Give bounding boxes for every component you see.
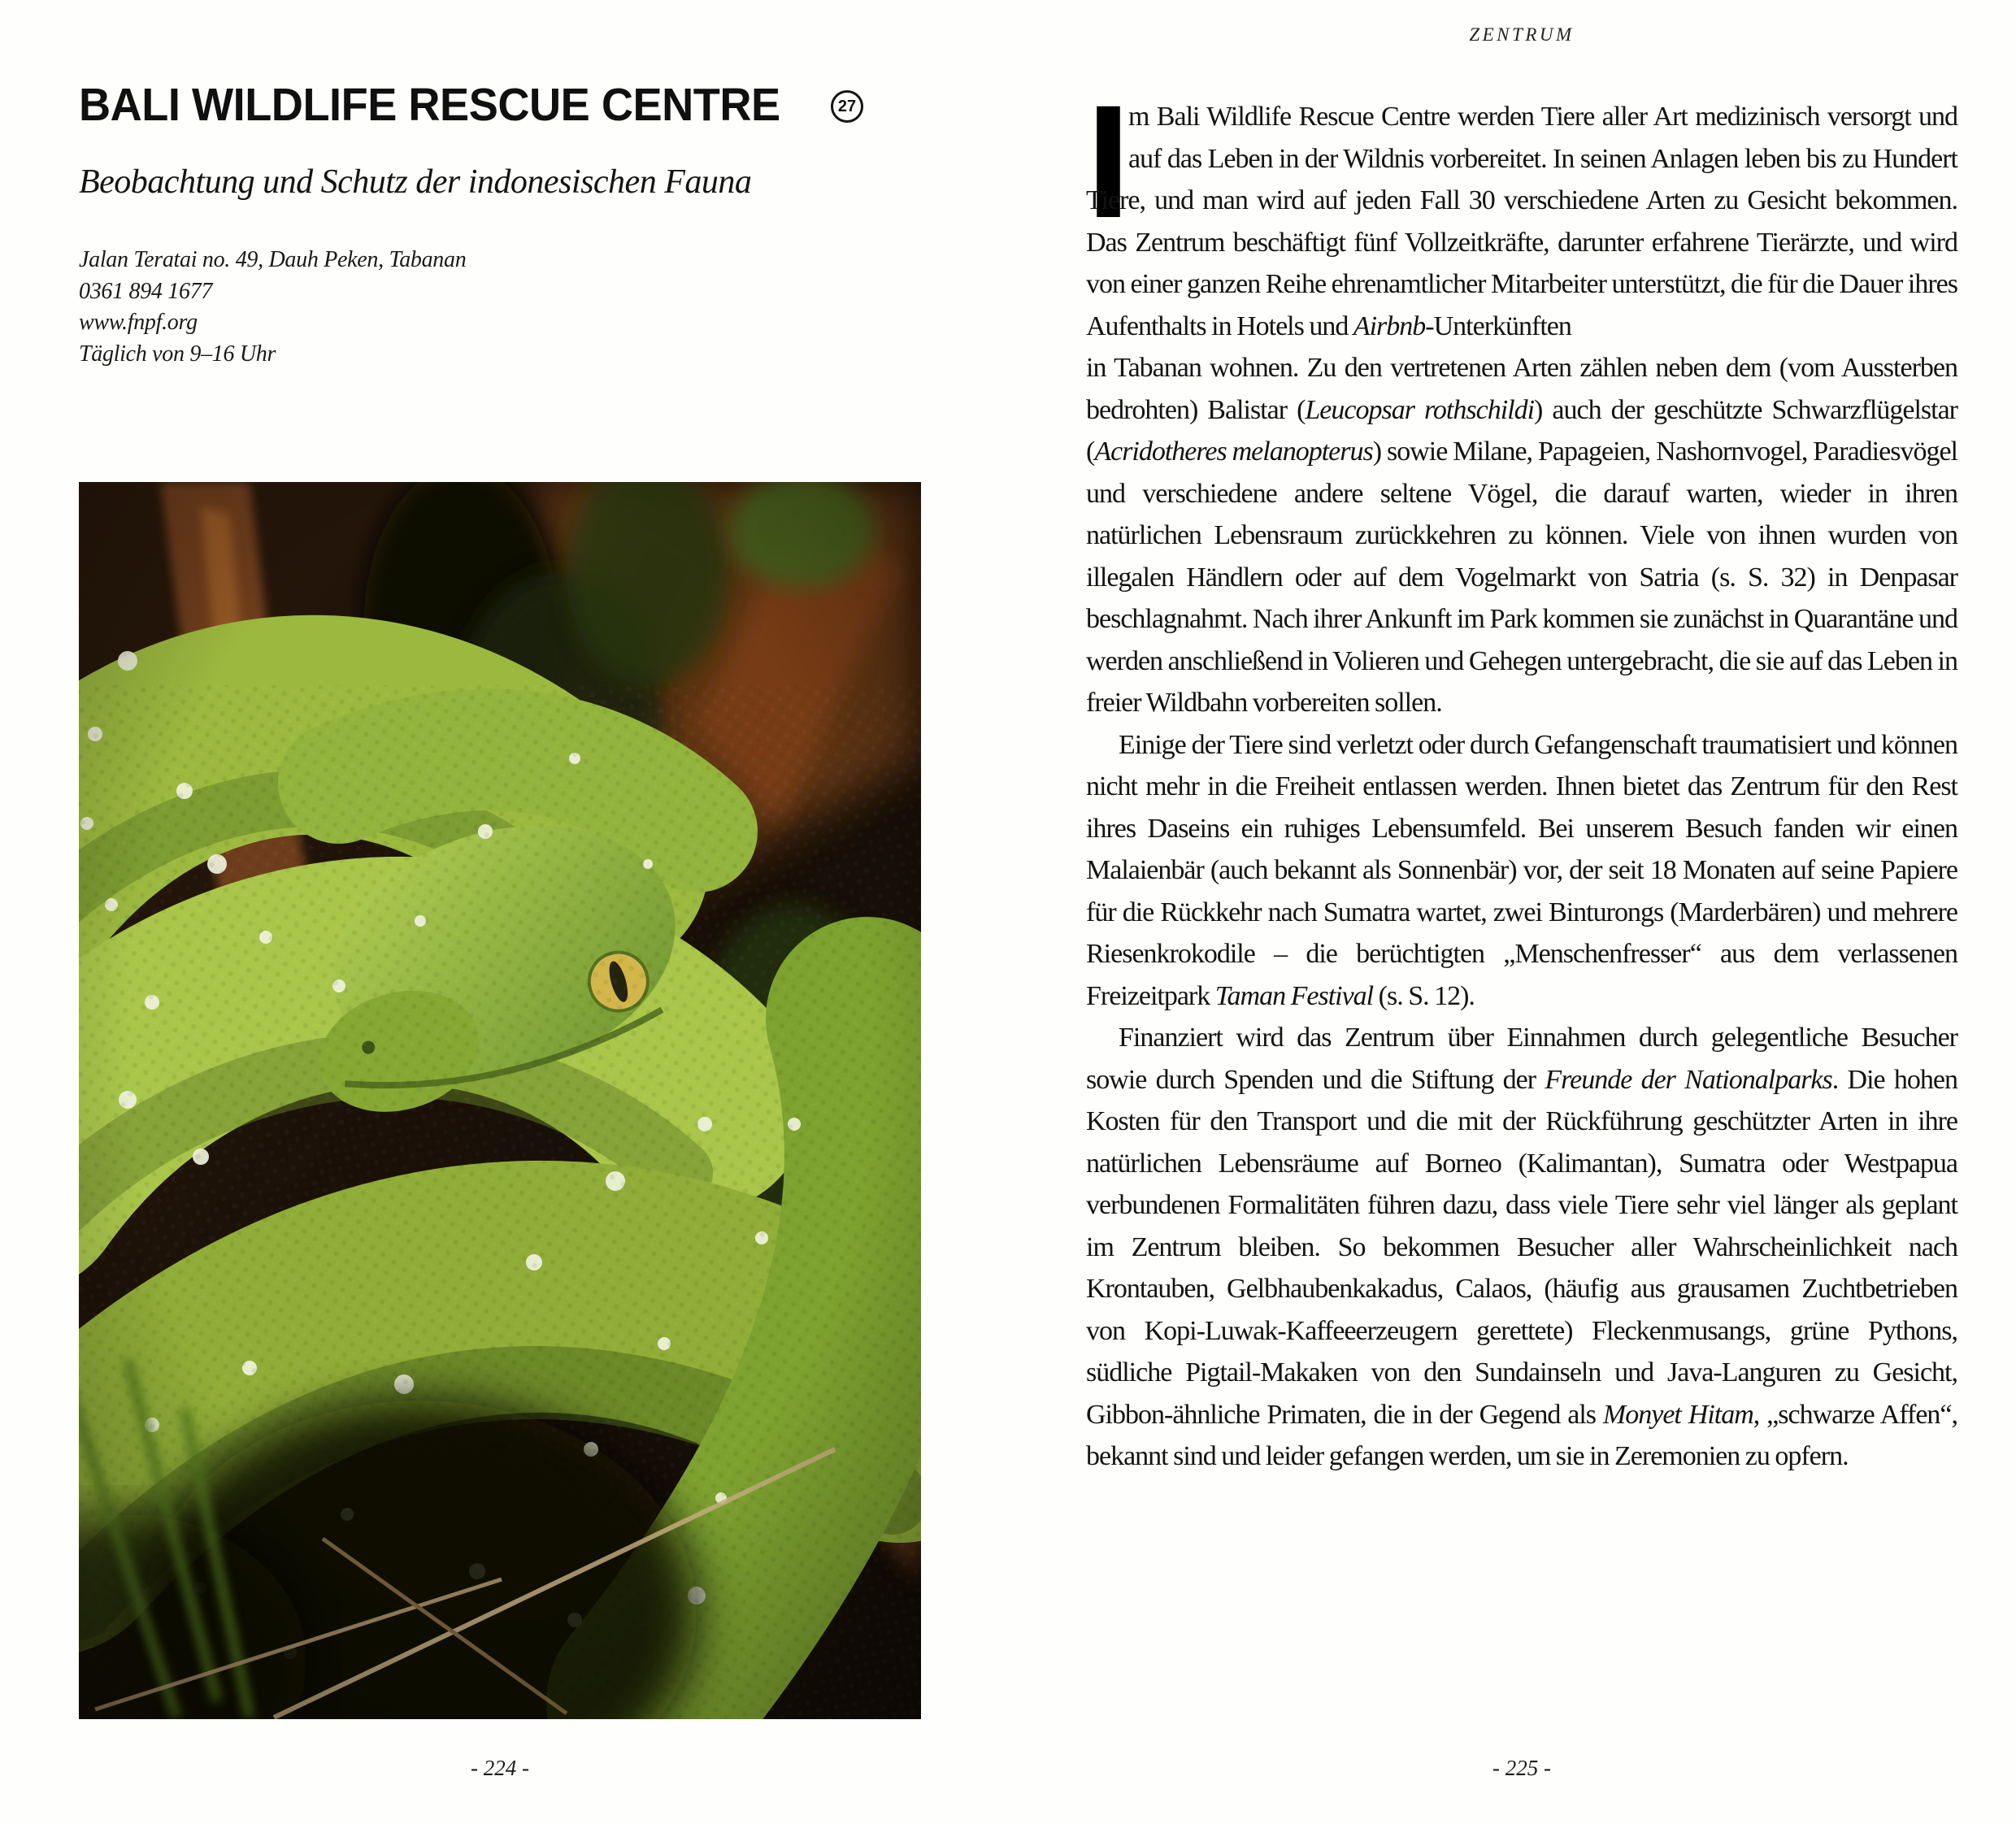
info-address: Jalan Teratai no. 49, Dauh Peken, Tabanan xyxy=(79,247,467,272)
paragraph-text: m Bali Wildlife Rescue Centre werden Tiere aller Art medizinisch versorgt und auf das Leben in der Wildnis vorbereitet. In seinen Anlagen leben bis zu Hundert Tiere, und man wird auf jeden Fall 30 verschiedene Arten zu Gesicht bekommen. Das Zentrum beschäftigt fünf Vollzeitkräfte, darunter erfahrene Tierärzte, und wird von einer ganzen Reihe ehrenamtlicher Mitarbeiter unterstützt, die für die Dauer ihres Aufenthalts in Hotels und Airbnb-Unterkünften in Tabanan wohnen. Zu den vertretenen Arten zählen neben dem (vom Aussterben bedrohten) Balistar (Leucopsar rothschildi) auch der geschützte Schwarzflügelstar (Acridotheres melanopterus) sowie Milane, Papageien, Nashornvogel, Paradiesvögel und verschiedene andere seltene Vögel, die darauf warten, wieder in ihren natürlichen Lebensraum zurückkehren zu können. Viele von ihnen wurden von illegalen Händlern oder auf dem Vogelmarkt von Satria (s. S. 32) in Denpasar beschlagnahmt. Nach ihrer Ankunft im Park kommen sie zunächst in Quarantäne und werden anschließend in Volieren und Gehegen untergebracht, die sie auf das Leben in freier Wildbahn vorbereiten sollen. xyxy=(1086,102,1957,718)
info-website: www.fnpf.org xyxy=(79,310,198,335)
page-subtitle: Beobachtung und Schutz der indonesischen Fauna xyxy=(79,163,752,201)
vignette xyxy=(79,482,921,1719)
article-paragraph-1 xyxy=(1086,72,1957,724)
article-paragraph-2: Einige der Tiere sind verletzt oder durch Gefangenschaft traumatisiert und können nicht mehr in die Freiheit entlassen werden. Ihnen bietet das Zentrum für den Rest ihres Daseins ein ruhiges Lebensumfeld. Bei unserem Besuch fanden wir einen Malaienbär (auch bekannt als Sonnenbär) vor, der seit 18 Monaten auf seine Papiere für die Rückkehr nach Sumatra wartet, zwei Binturongs (Marderbären) und mehrere Riesenkrokodile – die berüchtigten „Menschenfresser“ aus dem verlassenen Freizeitpark Taman Festival (s. S. 12). xyxy=(1086,729,1957,1011)
section-header: ZENTRUM xyxy=(1469,24,1575,45)
entry-number-badge: 27 xyxy=(831,90,863,123)
info-phone: 0361 894 1677 xyxy=(79,278,213,304)
article-paragraph-3: Finanziert wird das Zentrum über Einnahmen durch gelegentliche Besucher sowie durch Spenden und die Stiftung der Freunde der Nationalparks. Die hohen Kosten für den Transport und die mit der Rückführung geschützter Arten in ihre natürlichen Lebensräume auf Borneo (Kalimantan), Sumatra oder Westpapua verbundenen Formalitäten führen dazu, dass viele Tiere sehr viel länger als geplant im Zentrum bleiben. So bekommen Besucher aller Wahrscheinlichkeit nach Krontauben, Gelbhaubenkakadus, Calaos, (häufig aus grausamen Zuchtbetrieben von Kopi-Luwak-Kaffeeerzeugern gerettete) Fleckenmusangs, grüne Pythons, südliche Pigtail-Makaken von den Sundainseln und Java-Languren zu Gesicht, Gibbon-ähnliche Primaten, die in der Gegend als Monyet Hitam, „schwarze Affen“, bekannt sind und leider gefangen werden, um sie in Zeremonien zu opfern. xyxy=(1086,1023,1958,1471)
page-number-left: - 224 - xyxy=(471,1756,529,1780)
page-number-right: - 225 - xyxy=(1492,1756,1551,1780)
drop-cap: I xyxy=(1086,72,1131,251)
info-hours: Täglich von 9–16 Uhr xyxy=(79,341,276,367)
photo-green-tree-python xyxy=(79,482,921,1719)
info-block xyxy=(79,245,466,370)
article-text xyxy=(1086,72,1958,1478)
page-title: BALI WILDLIFE RESCUE CENTRE xyxy=(79,79,780,131)
